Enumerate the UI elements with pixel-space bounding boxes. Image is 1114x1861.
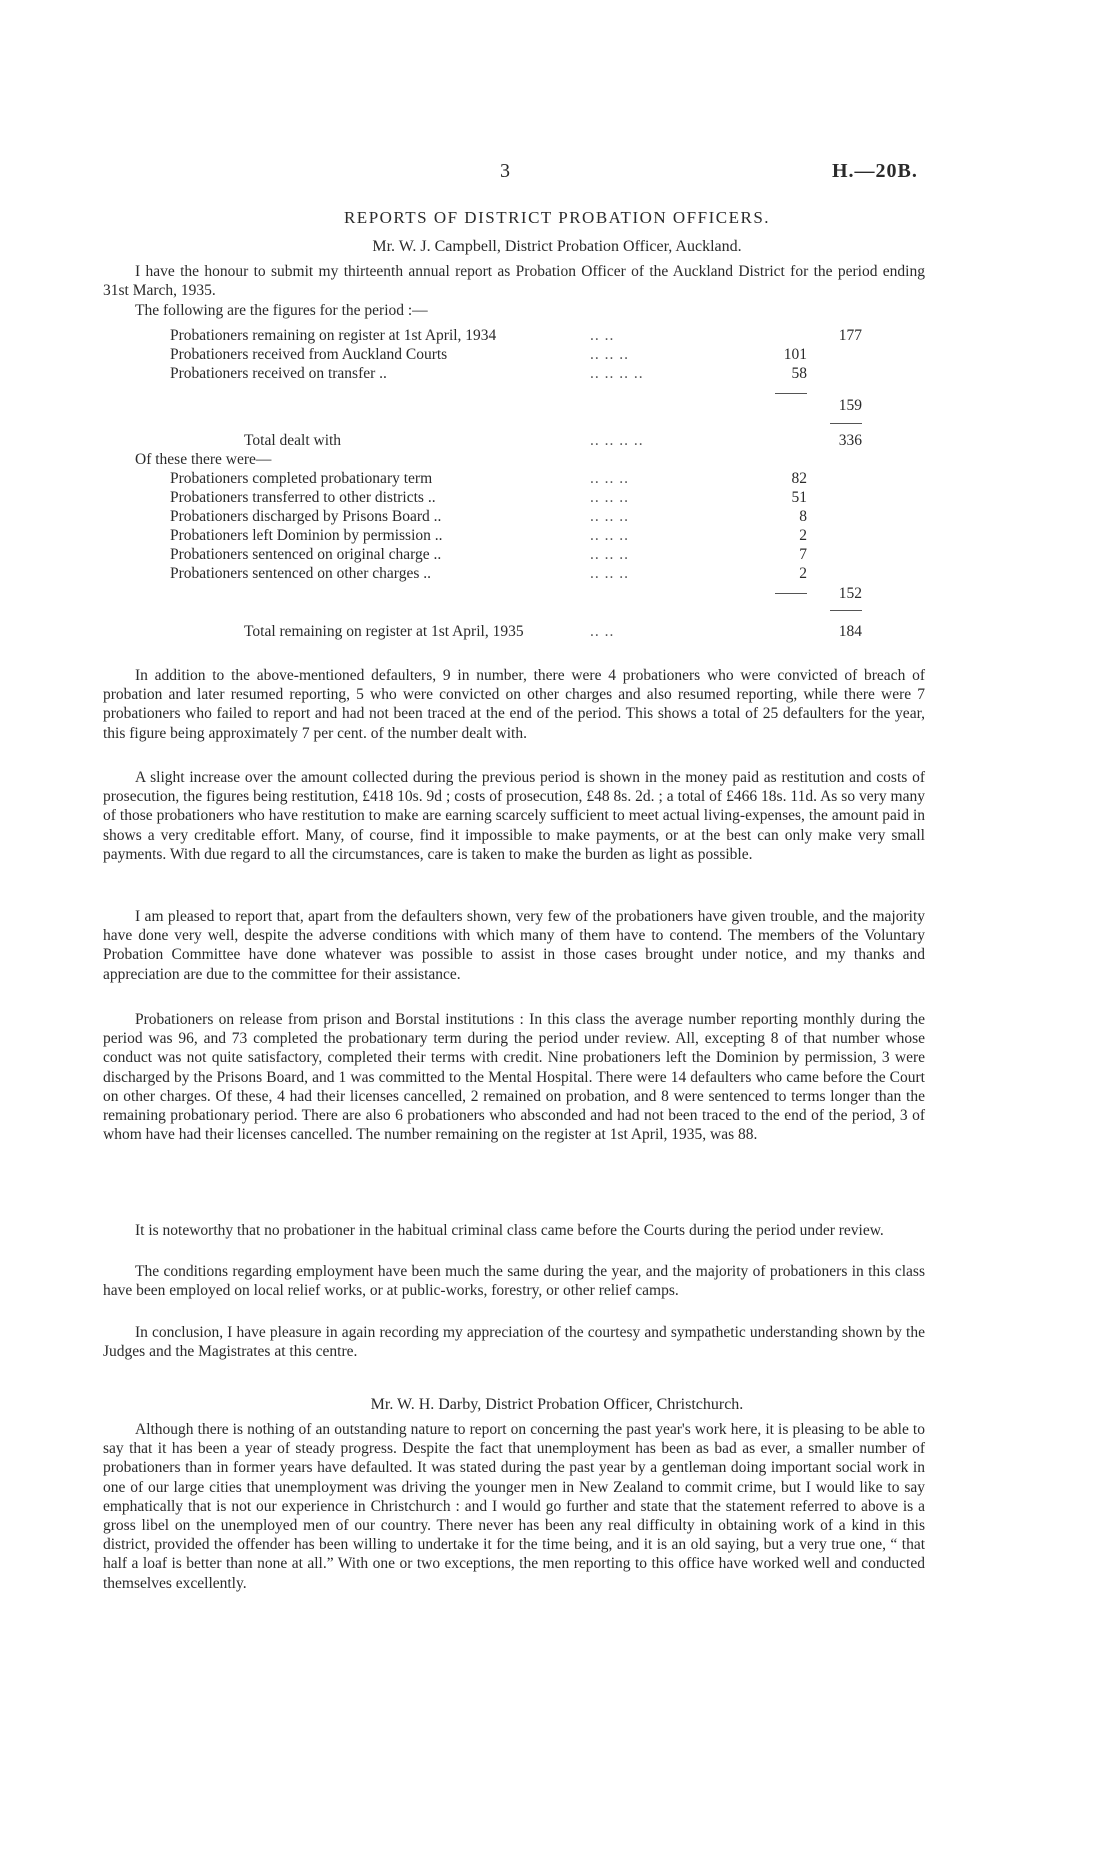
figures-row-leader: .. .. bbox=[590, 327, 615, 344]
auckland-paragraph: Probationers on release from prison and Borstal institutions : In this class the average number reporting monthly during the period was 96, and 73 completed the probationary term during the period under review. All, excepting 8 of that number whose conduct was not quite satisfactory, completed their terms with credit. Nine probationers left the Dominion by permission, 3 were discharged by the Prisons Board, and 1 was committed to the Mental Hospital. There were 14 defaulters who came before the Court on other charges. Of these, 4 had their licenses cancelled, 2 remained on probation, and 8 were sentenced to terms longer than the remaining probationary period. There are also 6 probationers who absconded and had not been traced to the end of the period, 3 of whom have had their licenses cancelled. The number remaining on the register at 1st April, 1935, was 88. bbox=[103, 1011, 925, 1144]
figures-row-total: 184 bbox=[838, 623, 862, 640]
figures-row-total: 336 bbox=[838, 432, 862, 449]
auckland-officer-line: Mr. W. J. Campbell, District Probation Officer, Auckland. bbox=[372, 238, 742, 255]
document-reference: H.—20B. bbox=[832, 160, 918, 182]
figures-row-total: 177 bbox=[838, 327, 862, 344]
figures-row-leader: .. .. .. .. bbox=[590, 432, 644, 449]
figures-row bbox=[0, 327, 1114, 347]
figures-row-total: 159 bbox=[838, 397, 862, 414]
figures-row bbox=[0, 527, 1114, 547]
figures-row-leader: .. .. .. bbox=[590, 508, 629, 525]
figures-row bbox=[0, 565, 1114, 585]
figures-row bbox=[0, 585, 1114, 605]
subtotal-rule bbox=[775, 393, 807, 394]
figures-row-label: Probationers remaining on register at 1st April, 1934 bbox=[170, 327, 497, 344]
figures-row-subtotal: 2 bbox=[799, 527, 807, 544]
figures-row bbox=[0, 365, 1114, 385]
figures-row-leader: .. .. .. bbox=[590, 546, 629, 563]
figures-row bbox=[0, 397, 1114, 417]
figures-row-label: Probationers sentenced on original charge .. bbox=[170, 546, 442, 563]
figures-row-total: 152 bbox=[838, 585, 862, 602]
figures-row-subtotal: 2 bbox=[799, 565, 807, 582]
figures-row bbox=[0, 546, 1114, 566]
page-number: 3 bbox=[500, 160, 511, 182]
figures-row bbox=[0, 346, 1114, 366]
figures-row-label: Probationers received from Auckland Courts bbox=[170, 346, 448, 363]
figures-row-leader: .. .. bbox=[590, 623, 615, 640]
figures-row-subtotal: 82 bbox=[791, 470, 807, 487]
figures-row-subtotal: 101 bbox=[783, 346, 807, 363]
figures-row-subtotal: 7 bbox=[799, 546, 807, 563]
figures-row-leader: .. .. .. bbox=[590, 346, 629, 363]
christchurch-paragraph: Although there is nothing of an outstanding nature to report on concerning the past year's work here, it is pleasing to be able to say that it has been a year of steady progress. Despite the fact that unemployment has been as bad as ever, a smaller number of probationers than in former years have defaulted. It was stated during the past year by a gentleman doing important social work in one of our large cities that unemployment was driving the younger men in New Zealand to commit crime, but I would like to say emphatically that is not our experience in Christchurch : and I would go further and state that the statement referred to above is a gross libel on the unemployed men of our country. There never has been any real difficulty in obtaining work of a kind in this district, provided the offender has been willing to undertake it for the time being, and it is an old saying, but a very true one, “ that half a loaf is better than none at all.” With one or two exceptions, the men reporting to this office have worked well and conducted themselves excellently. bbox=[103, 1421, 925, 1592]
figures-row-label: Probationers received on transfer .. bbox=[170, 365, 387, 382]
total-rule bbox=[830, 610, 862, 611]
figures-row bbox=[0, 623, 1114, 643]
figures-row-leader: .. .. .. bbox=[590, 489, 629, 506]
figures-row-label: Probationers transferred to other districts .. bbox=[170, 489, 436, 506]
figures-row bbox=[0, 508, 1114, 528]
figures-row-leader: .. .. .. bbox=[590, 527, 629, 544]
figures-row-leader: .. .. .. .. bbox=[590, 365, 644, 382]
auckland-paragraph: It is noteworthy that no probationer in the habitual criminal class came before the Courts during the period under review. bbox=[135, 1222, 884, 1239]
figures-row-label: Total remaining on register at 1st April, 1935 bbox=[244, 623, 524, 640]
figures-row-label: Probationers left Dominion by permission .. bbox=[170, 527, 443, 544]
figures-row bbox=[0, 432, 1114, 452]
auckland-paragraph: In addition to the above-mentioned defaulters, 9 in number, there were 4 probationers who were convicted of breach of probation and later resumed reporting, 5 who were convicted on other charges and also resumed reporting, while there were 7 probationers who failed to report and had not been traced at the end of the period. This shows a total of 25 defaulters for the year, this figure being approximately 7 per cent. of the number dealt with. bbox=[103, 667, 925, 742]
christchurch-officer-line: Mr. W. H. Darby, District Probation Officer, Christchurch. bbox=[370, 1396, 744, 1413]
figures-row bbox=[0, 470, 1114, 490]
figures-intro: The following are the figures for the period :— bbox=[135, 302, 428, 319]
figures-row-label: Probationers completed probationary term bbox=[170, 470, 433, 487]
auckland-paragraph: I am pleased to report that, apart from the defaulters shown, very few of the probationers have given trouble, and the majority have done very well, despite the adverse conditions with which many of them have to contend. The members of the Voluntary Probation Committee have done whatever was possible to assist in those cases brought under notice, and my thanks and appreciation are due to the committee for their assistance. bbox=[103, 908, 925, 983]
figures-row-leader: .. .. .. bbox=[590, 470, 629, 487]
figures-row bbox=[0, 489, 1114, 509]
figures-row-subtotal: 8 bbox=[799, 508, 807, 525]
report-heading: REPORTS OF DISTRICT PROBATION OFFICERS. bbox=[343, 208, 771, 227]
total-rule bbox=[830, 423, 862, 424]
auckland-paragraph: The conditions regarding employment have been much the same during the year, and the majority of probationers in this class have been employed on local relief works, or at public-works, forestry, or other relief camps. bbox=[103, 1263, 925, 1300]
figures-row-label: Probationers sentenced on other charges .. bbox=[170, 565, 431, 582]
figures-row-label: Probationers discharged by Prisons Board .. bbox=[170, 508, 442, 525]
figures-row-label: Of these there were— bbox=[135, 451, 272, 468]
figures-row-label: Total dealt with bbox=[244, 432, 342, 449]
auckland-intro-paragraph: I have the honour to submit my thirteenth annual report as Probation Officer of the Auckland District for the period ending 31st March, 1935. bbox=[103, 263, 925, 300]
auckland-paragraph: A slight increase over the amount collected during the previous period is shown in the money paid as restitution and costs of prosecution, the figures being restitution, £418 10s. 9d ; costs of prosecution, £48 8s. 2d. ; a total of £466 18s. 11d. As so very many of those probationers who have restitution to make are earning scarcely sufficient to meet actual living-expenses, the amount paid in shows a very creditable effort. Many, of course, find it impossible to make payments, or at the best can only make very small payments. With due regard to all the circumstances, care is taken to make the burden as light as possible. bbox=[103, 769, 925, 863]
figures-row bbox=[0, 451, 1114, 471]
figures-row-subtotal: 58 bbox=[791, 365, 807, 382]
auckland-paragraph: In conclusion, I have pleasure in again recording my appreciation of the courtesy and sympathetic understanding shown by the Judges and the Magistrates at this centre. bbox=[103, 1324, 925, 1361]
figures-row-subtotal: 51 bbox=[791, 489, 807, 506]
figures-row-leader: .. .. .. bbox=[590, 565, 629, 582]
